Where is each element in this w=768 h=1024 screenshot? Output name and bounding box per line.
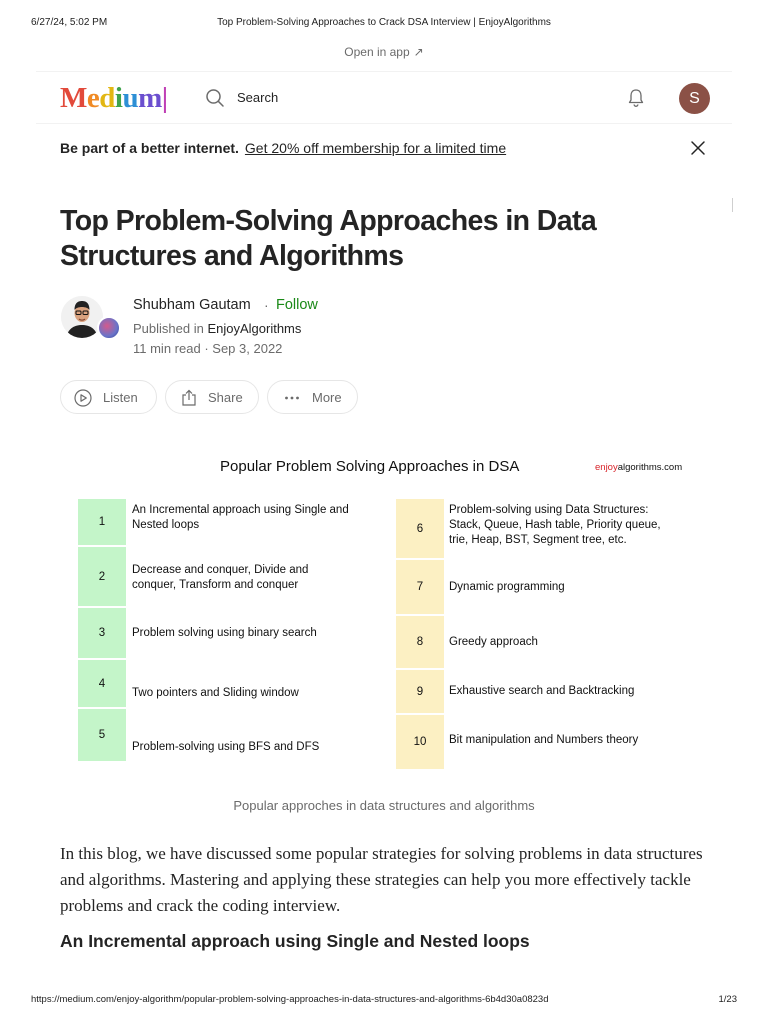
date-separator: · xyxy=(204,341,209,356)
arrow-up-right-icon: ↗ xyxy=(413,45,424,59)
figure-number-cell: 6 xyxy=(396,499,444,558)
figure-caption: Popular approches in data structures and algorithms xyxy=(233,798,535,813)
share-label: Share xyxy=(208,390,243,405)
share-button[interactable] xyxy=(165,380,259,414)
more-label: More xyxy=(312,390,342,405)
play-icon xyxy=(74,389,92,407)
search-icon[interactable] xyxy=(205,88,225,108)
publication-avatar[interactable] xyxy=(97,316,121,340)
author-separator: · xyxy=(264,297,269,313)
print-page-number: 1/23 xyxy=(718,994,737,1005)
figure-number-cell: 7 xyxy=(396,560,444,614)
figure-item-text: An Incremental approach using Single and Nested loops xyxy=(132,504,349,531)
figure-item-text: Problem solving using binary search xyxy=(132,627,317,639)
article-title: Top Problem-Solving Approaches in Data Structures and Algorithms xyxy=(60,205,597,272)
section-heading: An Incremental approach using Single and Nested loops xyxy=(60,931,530,951)
promo-lead-text: Be part of a better internet. xyxy=(60,140,239,156)
article-figure xyxy=(60,446,708,790)
print-title: Top Problem-Solving Approaches to Crack DSA Interview | EnjoyAlgorithms xyxy=(217,17,551,28)
listen-label: Listen xyxy=(103,390,138,405)
print-header xyxy=(31,17,737,31)
user-avatar[interactable]: S xyxy=(679,83,710,114)
scroll-indicator xyxy=(732,198,733,212)
figure-number-cell: 9 xyxy=(396,670,444,713)
open-in-app-label: Open in app xyxy=(344,45,410,59)
print-date: 6/27/24, 5:02 PM xyxy=(31,17,108,28)
top-navigation-bar xyxy=(36,71,732,124)
figure-title: Popular Problem Solving Approaches in DSA xyxy=(220,458,520,475)
figure-item-text: Two pointers and Sliding window xyxy=(132,687,299,699)
share-icon xyxy=(180,389,198,407)
author-name[interactable]: Shubham Gautam xyxy=(133,297,251,313)
figure-item-text: Exhaustive search and Backtracking xyxy=(449,685,635,697)
more-dots-icon xyxy=(283,389,301,407)
figure-number-cell: 5 xyxy=(78,709,126,761)
open-in-app-link[interactable] xyxy=(0,45,768,59)
listen-button[interactable] xyxy=(60,380,157,414)
figure-item-text: Decrease and conquer, Divide and conquer, Transform and conquer xyxy=(132,564,309,591)
more-button[interactable] xyxy=(267,380,358,414)
print-footer xyxy=(31,994,737,1005)
print-url: https://medium.com/enjoy-algorithm/popular-problem-solving-approaches-in-data-structures-and-algorithms-6b4d30a0823d xyxy=(31,994,549,1005)
figure-number-cell: 4 xyxy=(78,660,126,707)
figure-number-cell: 1 xyxy=(78,499,126,545)
figure-brand: enjoyalgorithms.com xyxy=(595,462,683,473)
membership-promo-banner xyxy=(60,140,720,160)
bell-icon[interactable] xyxy=(625,87,647,109)
search-input[interactable]: Search xyxy=(237,90,279,105)
figure-number-cell: 2 xyxy=(78,547,126,606)
published-in xyxy=(133,321,301,336)
published-prefix: Published in xyxy=(133,321,204,336)
figure-item-text: Greedy approach xyxy=(449,636,538,648)
medium-logo[interactable]: Medium| xyxy=(60,82,168,114)
article-paragraph: In this blog, we have discussed some popular strategies for solving problems in data structures and algorithms. Mastering and applying these strategies can help you more effectively tackle problems and crack the coding interview. xyxy=(60,844,703,915)
figure-number-cell: 3 xyxy=(78,608,126,658)
read-time: 11 min read xyxy=(133,341,201,356)
follow-button[interactable]: Follow xyxy=(276,297,318,313)
close-icon[interactable] xyxy=(688,138,708,158)
publication-link[interactable]: EnjoyAlgorithms xyxy=(207,321,302,336)
promo-link[interactable]: Get 20% off membership for a limited time xyxy=(244,140,507,156)
figure-number-cell: 8 xyxy=(396,616,444,668)
publish-date: Sep 3, 2022 xyxy=(212,341,283,356)
figure-item-text: Problem-solving using Data Structures: Stack, Queue, Hash table, Priority queue, trie, Heap, BST, Segment tree, etc. xyxy=(449,504,661,546)
figure-item-text: Bit manipulation and Numbers theory xyxy=(449,734,639,746)
read-meta xyxy=(133,341,282,356)
figure-item-text: Problem-solving using BFS and DFS xyxy=(132,741,320,753)
figure-item-text: Dynamic programming xyxy=(449,581,565,593)
figure-number-cell: 10 xyxy=(396,715,444,769)
